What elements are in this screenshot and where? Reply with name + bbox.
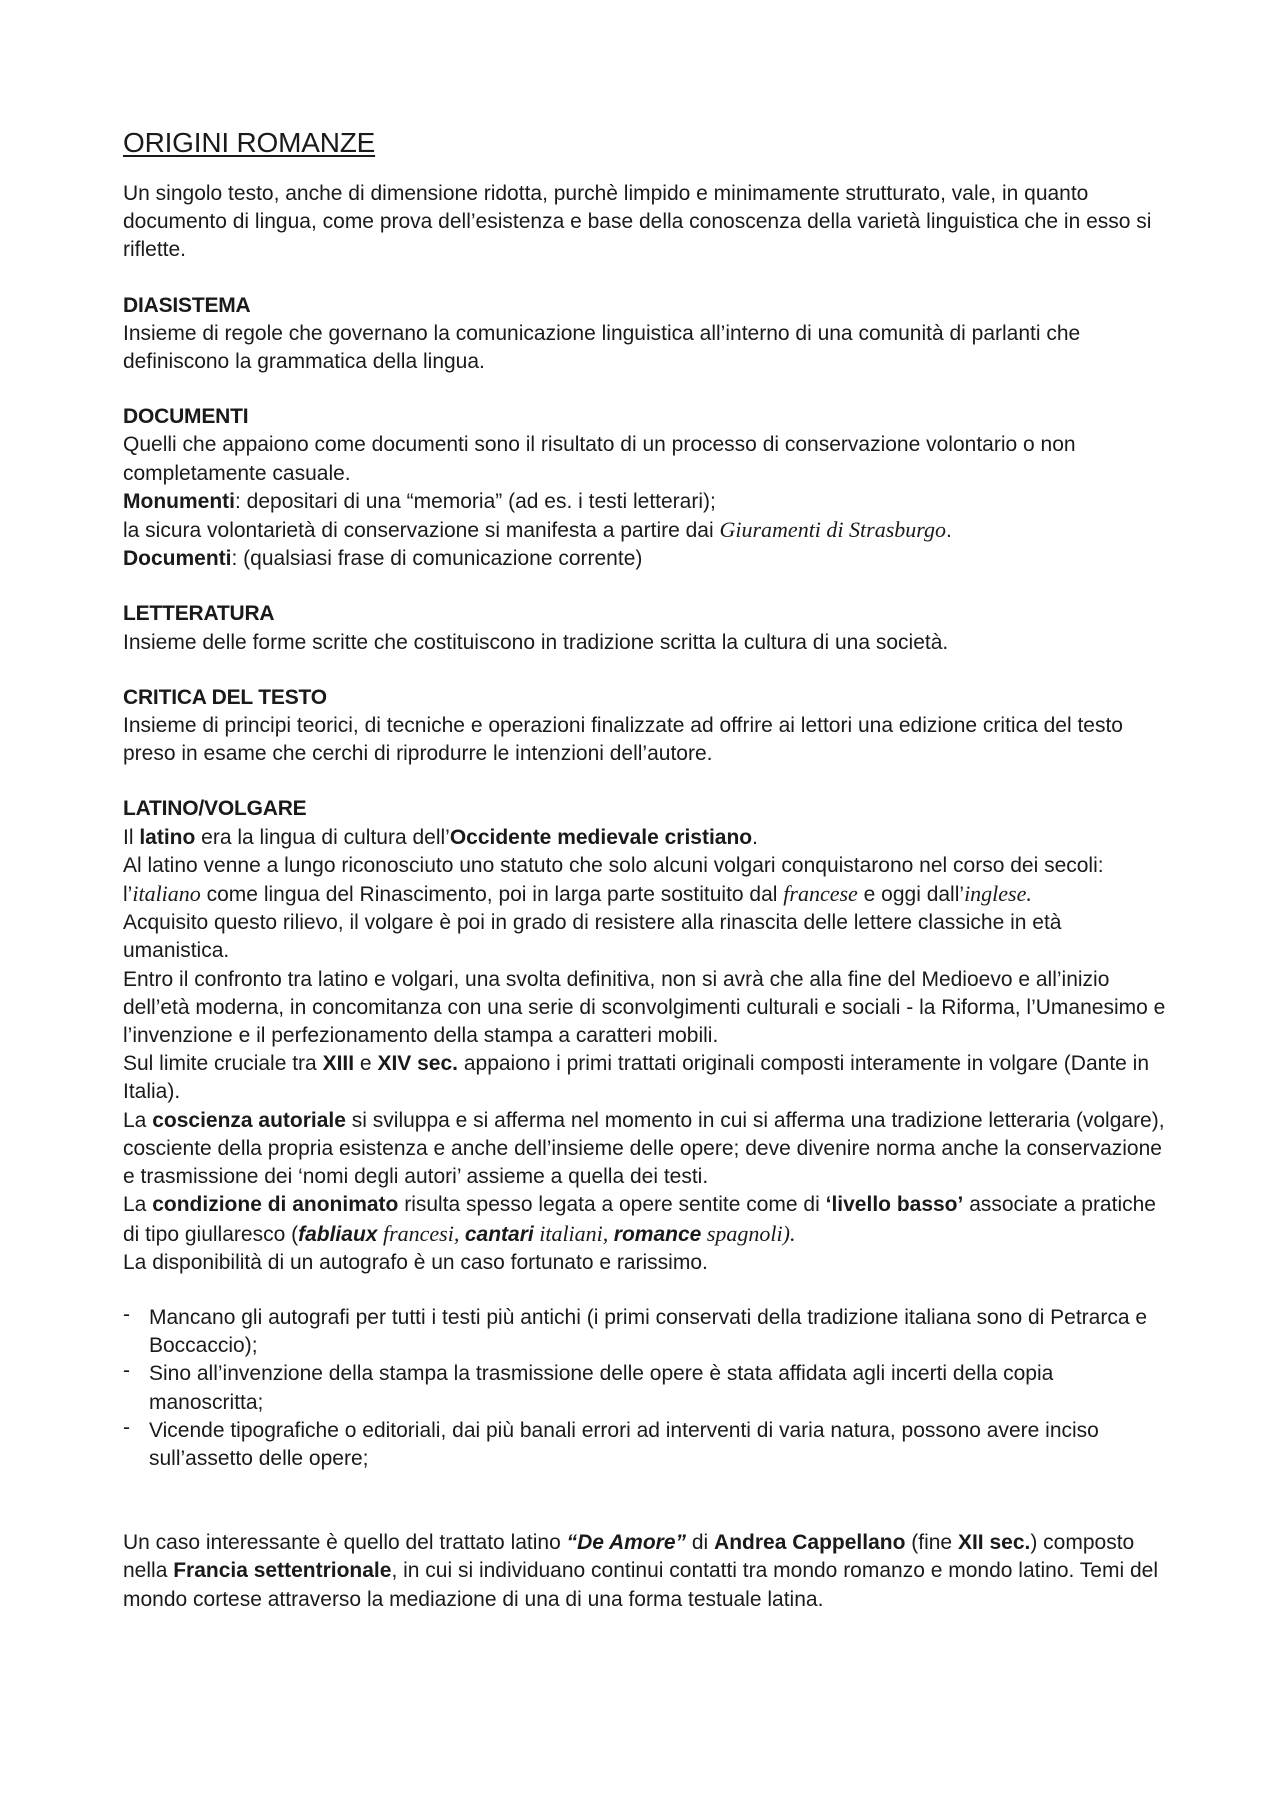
section-critica xyxy=(123,684,1173,769)
volontarieta-period: . xyxy=(946,519,952,543)
bold-italic-fabliaux: fabliaux xyxy=(298,1222,378,1246)
text-run: ) composto nella xyxy=(123,1531,1135,1583)
volontarieta-text: la sicura volontarietà di conservazione si manifesta a partire dai xyxy=(123,519,720,543)
diasistema-text: Insieme di regole che governano la comunicazione linguistica all’interno di una comunità di parlanti che definiscono la grammatica della lingua. xyxy=(123,321,1081,374)
text-run: Al latino venne a lungo riconosciuto uno statuto che solo alcuni volgari conquistarono nel corso dei secoli: l’ xyxy=(123,853,1104,907)
bold-xiii: XIII xyxy=(322,1052,355,1076)
latino-p1 xyxy=(123,824,1173,852)
letteratura-text: Insieme delle forme scritte che costituiscono in tradizione scritta la cultura di una società. xyxy=(123,630,949,654)
text-run: si sviluppa e si afferma nel momento in cui si afferma una tradizione letteraria (volgare), cosciente della propria esistenza e anche dell’insieme delle opere; deve divenire norma anche la conservazione e trasmissione dei ‘nomi degli autori’ assieme a quella dei testi. xyxy=(123,1108,1165,1189)
heading-diasistema: DIASISTEMA xyxy=(123,293,251,317)
documenti-label: Documenti xyxy=(123,547,232,571)
bold-latino: latino xyxy=(139,825,196,849)
text-run: Sul limite cruciale tra xyxy=(123,1052,323,1076)
text-run: come lingua del Rinascimento, poi in larga parte sostituito dal xyxy=(200,883,784,907)
dash-bullet: - xyxy=(123,1359,130,1383)
documenti-def-line xyxy=(123,545,1173,573)
monumenti-line xyxy=(123,488,1173,516)
heading-critica: CRITICA DEL TESTO xyxy=(123,685,327,709)
latino-p5 xyxy=(123,1050,1173,1106)
document-title: ORIGINI ROMANZE xyxy=(123,127,376,158)
list-item xyxy=(123,1417,1173,1473)
text-run: e oggi dall’ xyxy=(857,883,965,907)
text-run: associate a pratiche di tipo giullaresco ( xyxy=(123,1193,1156,1246)
latino-p2 xyxy=(123,852,1173,909)
text-run: Un caso interessante è quello del trattato latino xyxy=(123,1531,567,1555)
latino-p6 xyxy=(123,1107,1173,1192)
bold-italic-romance: romance xyxy=(613,1222,702,1246)
latino-p7 xyxy=(123,1191,1173,1248)
text-run: La xyxy=(123,1108,153,1132)
volontarieta-line xyxy=(123,516,1173,545)
bold-xiv: XIV sec. xyxy=(377,1052,458,1076)
text-run: , in cui si individuano continui contatti tra mondo romanzo e mondo latino. Temi del mondo cortese attraverso la mediazione di una di una forma testuale latina. xyxy=(123,1559,1158,1611)
latino-p8: La disponibilità di un autografo è un caso fortunato e rarissimo. xyxy=(123,1250,708,1274)
section-diasistema xyxy=(123,292,1173,377)
list-item-text: Sino all’invenzione della stampa la trasmissione delle opere è stata affidata agli incerti della copia manoscritta; xyxy=(149,1362,1054,1414)
dash-bullet: - xyxy=(123,1302,130,1326)
text-run: Il xyxy=(123,825,140,849)
list-item xyxy=(123,1360,1173,1416)
list-item xyxy=(123,1304,1173,1360)
heading-latino-volgare: LATINO/VOLGARE xyxy=(123,797,307,821)
bold-italic-cantari: cantari xyxy=(464,1222,534,1246)
dash-bullet: - xyxy=(123,1415,130,1439)
monumenti-label: Monumenti xyxy=(123,489,235,513)
text-run: . xyxy=(752,825,758,849)
latino-p3: Acquisito questo rilievo, il volgare è poi in grado di resistere alla rinascita delle lettere classiche in età umanistica. xyxy=(123,911,1062,963)
bold-xii-sec: XII sec. xyxy=(957,1531,1031,1555)
bold-andrea-cappellano: Andrea Cappellano xyxy=(714,1531,906,1555)
italic-inglese: inglese. xyxy=(964,881,1032,907)
italic-italiano: italiano xyxy=(132,881,201,907)
bold-occidente: Occidente medievale cristiano xyxy=(449,825,753,849)
monumenti-text: : depositari di una “memoria” (ad es. i testi letterari); xyxy=(234,489,716,513)
heading-documenti: DOCUMENTI xyxy=(123,405,249,429)
document-page xyxy=(123,126,1173,1614)
italic-francesi: francesi, xyxy=(377,1220,465,1246)
list-item-text: Vicende tipografiche o editoriali, dai più banali errori ad interventi di varia natura, possono avere inciso sull’assetto delle opere; xyxy=(149,1418,1099,1470)
text-run: di xyxy=(686,1531,715,1555)
text-run: risulta spesso legata a opere sentite come di xyxy=(398,1193,826,1217)
section-latino-volgare xyxy=(123,795,1173,1276)
latino-p4: Entro il confronto tra latino e volgari, una svolta definitiva, non si avrà che alla fine del Medioevo e all’inizio dell’età moderna, in concomitanza con una serie di sconvolgimenti culturali e sociali - la Riforma, l’Umanesimo e l’invenzione e il perfezionamento della stampa a caratteri mobili. xyxy=(123,967,1166,1048)
bold-italic-de-amore: “De Amore” xyxy=(566,1531,687,1555)
text-run: era la lingua di cultura dell’ xyxy=(195,825,450,849)
section-documenti xyxy=(123,403,1173,573)
italic-francese: francese xyxy=(783,881,858,907)
critica-text: Insieme di principi teorici, di tecniche e operazioni finalizzate ad offrire ai lettori una edizione critica del testo preso in esame che cerchi di riprodurre le intenzioni dell’autore. xyxy=(123,714,1123,766)
text-run: La xyxy=(123,1193,153,1217)
text-run: (fine xyxy=(905,1531,958,1555)
text-run: e xyxy=(354,1052,378,1076)
heading-letteratura: LETTERATURA xyxy=(123,602,275,626)
giuramenti-title: Giuramenti di Strasburgo xyxy=(719,517,947,543)
bold-condizione: condizione di anonimato xyxy=(152,1193,399,1217)
bold-francia-settentrionale: Francia settentrionale xyxy=(173,1559,392,1583)
autografi-list xyxy=(123,1304,1173,1473)
text-run: appaiono i primi trattati originali composti interamente in volgare (Dante in Italia). xyxy=(123,1052,1150,1104)
bold-livello-basso: ‘livello basso’ xyxy=(825,1193,964,1217)
bold-coscienza: coscienza autoriale xyxy=(152,1108,346,1132)
section-letteratura xyxy=(123,600,1173,656)
documenti-text: Quelli che appaiono come documenti sono il risultato di un processo di conservazione volontario o non completamente casuale. xyxy=(123,433,1076,485)
list-item-text: Mancano gli autografi per tutti i testi più antichi (i primi conservati della tradizione italiana sono di Petrarca e Boccaccio); xyxy=(149,1305,1148,1358)
italic-spagnoli: spagnoli). xyxy=(701,1220,796,1246)
intro-paragraph: Un singolo testo, anche di dimensione ridotta, purchè limpido e minimamente strutturato, vale, in quanto documento di lingua, come prova dell’esistenza e base della conoscenza della varietà linguistica che in esso si riflette. xyxy=(123,182,1152,262)
documenti-def-text: : (qualsiasi frase di comunicazione corrente) xyxy=(231,547,643,571)
final-paragraph xyxy=(123,1529,1173,1614)
italic-italiani: italiani, xyxy=(533,1220,614,1246)
